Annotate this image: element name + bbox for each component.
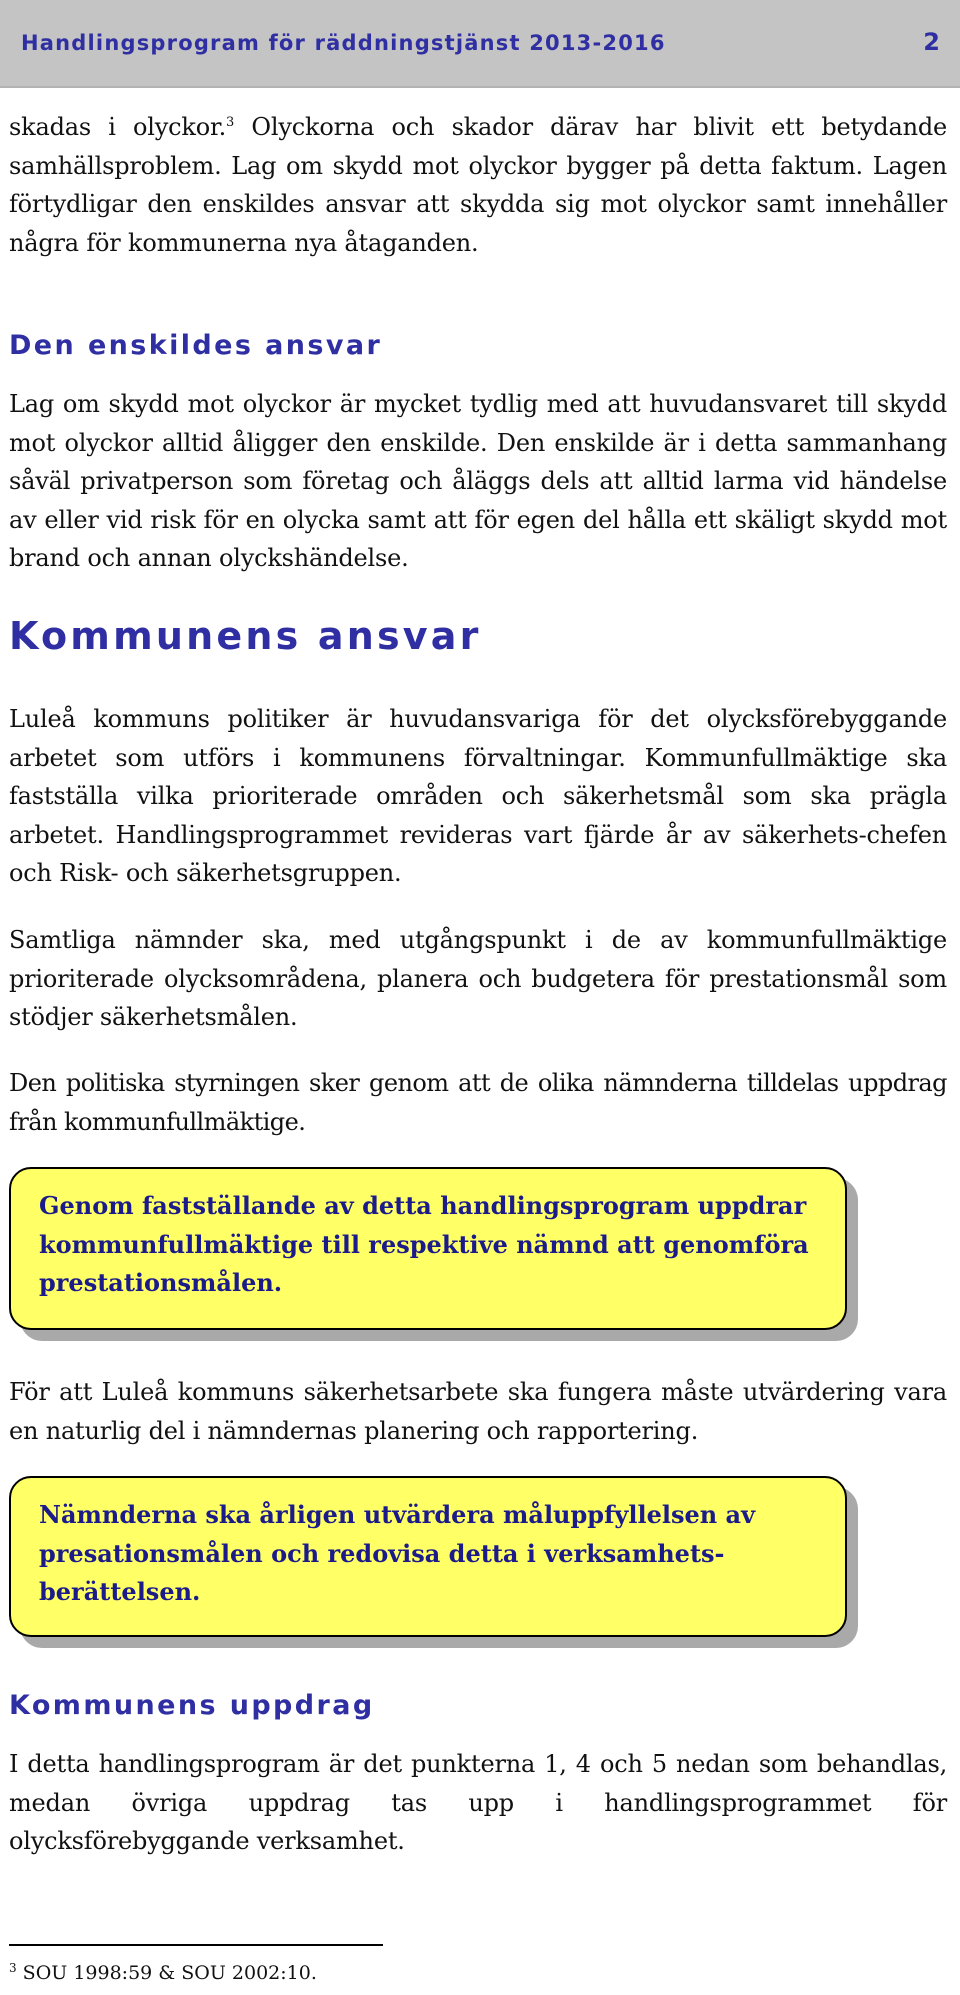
intro-text-start: skadas i olyckor. xyxy=(9,113,227,141)
intro-block xyxy=(9,108,947,262)
heading-individual-responsibility: Den enskildes ansvar xyxy=(9,330,383,361)
footnote-text: SOU 1998:59 & SOU 2002:10. xyxy=(16,1962,317,1984)
callout-box-1 xyxy=(9,1167,847,1330)
footnote-separator xyxy=(9,1944,383,1946)
assignment-block xyxy=(9,1745,947,1861)
document-title: Handlingsprogram för räddningstjänst 2013-2016 xyxy=(21,31,666,55)
evaluation-paragraph: För att Luleå kommuns säkerhetsarbete ska fungera måste utvärdering vara en naturlig del i nämndernas planering och rapportering. xyxy=(9,1378,947,1445)
assignment-paragraph: I detta handlingsprogram är det punkterna 1, 4 och 5 nedan som behandlas, medan övriga uppdrag tas upp i handlingsprogrammet för olycksförebyggande verksamhet. xyxy=(9,1750,947,1855)
evaluation-block xyxy=(9,1373,947,1450)
footnote-number: 3 xyxy=(9,1961,17,1975)
municipality-block-1 xyxy=(9,700,947,893)
callout-1-text: Genom fastställande av detta handlingsprogram uppdrar kommunfullmäktige till respektive nämnd att genomföra prestationsmålen. xyxy=(39,1191,809,1297)
municipality-paragraph-1: Luleå kommuns politiker är huvudansvariga för det olycksförebyggande arbetet som utförs i kommunens förvaltningar. Kommunfullmäktige ska fastställa vilka prioriterade områden och säkerhetsmål som ska prägla arbetet. Handlingsprogrammet revideras vart fjärde år av säkerhets-chefen och Risk- och säkerhetsgruppen. xyxy=(9,705,947,887)
individual-paragraph: Lag om skydd mot olyckor är mycket tydlig med att huvudansvaret till skydd mot olyckor alltid åligger den enskilde. Den enskilde är i detta sammanhang såväl privatperson som företag och åläggs dels att alltid larma vid händelse av eller vid risk för en olycka samt att för egen del hålla ett skäligt skydd mot brand och annan olyckshändelse. xyxy=(9,390,947,572)
footnote xyxy=(9,1961,317,1985)
page-number: 2 xyxy=(923,28,940,56)
municipality-block-2 xyxy=(9,921,947,1037)
page-header xyxy=(0,0,960,88)
municipality-paragraph-2: Samtliga nämnder ska, med utgångspunkt i de av kommunfullmäktige prioriterade olycksområdena, planera och budgetera för prestationsmål som stödjer säkerhetsmålen. xyxy=(9,926,947,1031)
callout-box-2 xyxy=(9,1476,847,1637)
heading-municipality-assignment: Kommunens uppdrag xyxy=(9,1690,375,1721)
municipality-paragraph-3: Den politiska styrningen sker genom att de olika nämnderna tilldelas uppdrag från kommunfullmäktige. xyxy=(9,1069,947,1136)
intro-paragraph xyxy=(9,108,947,262)
heading-municipality-responsibility: Kommunens ansvar xyxy=(9,614,482,658)
footnote-reference: 3 xyxy=(226,115,235,130)
municipality-block-3 xyxy=(9,1064,947,1141)
intro-text-rest: Olyckorna och skador därav har blivit ett betydande samhällsproblem. Lag om skydd mot olyckor bygger på detta faktum. Lagen förtydligar den enskildes ansvar att skydda sig mot olyckor samt innehåller några för kommunerna nya åtaganden. xyxy=(9,113,947,257)
individual-block xyxy=(9,385,947,578)
callout-2-text: Nämnderna ska årligen utvärdera måluppfyllelsen av presationsmålen och redovisa detta i verksamhets-berättelsen. xyxy=(39,1500,756,1606)
